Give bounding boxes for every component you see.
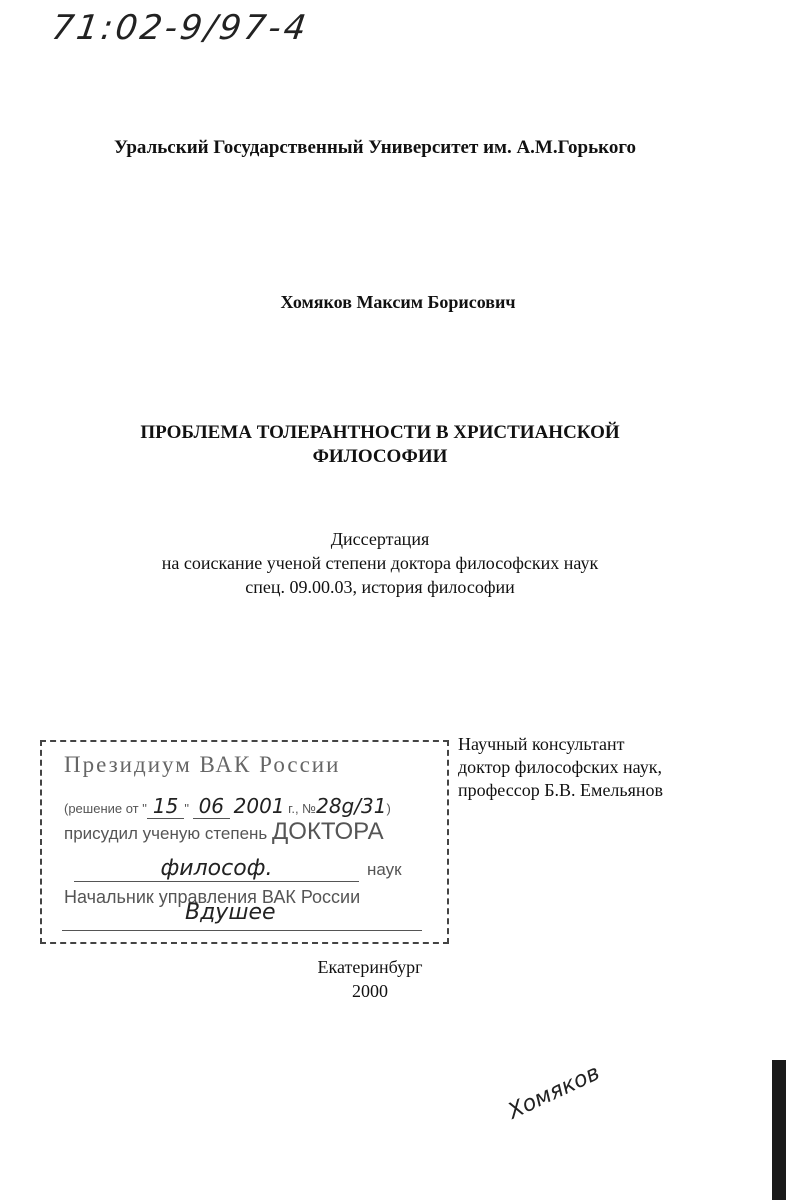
stamp-field bbox=[74, 856, 444, 882]
desc-line-3: спец. 09.00.03, история философии bbox=[245, 577, 515, 597]
head-signature: Вдушее bbox=[185, 900, 276, 925]
stamp-awarded bbox=[64, 818, 384, 846]
degree: ДОКТОРА bbox=[272, 818, 384, 845]
desc-line-1: Диссертация bbox=[330, 529, 430, 549]
consultant-line-2: доктор философских наук, bbox=[458, 757, 662, 777]
title-line-1: ПРОБЛЕМА ТОЛЕРАНТНОСТИ В ХРИСТИАНСКОЙ bbox=[140, 422, 620, 443]
city: Екатеринбург bbox=[317, 957, 423, 977]
stamp-title: Президиум ВАК России bbox=[64, 752, 341, 777]
field-handwritten: философ. bbox=[160, 856, 273, 881]
stamp-decision: (решение от " 15 " 06 2001 г., №28g/31) bbox=[64, 794, 391, 818]
decision-number: 28g/31 bbox=[316, 794, 387, 818]
awarded-prefix: присудил ученую степень bbox=[64, 824, 268, 843]
decision-prefix: (решение от bbox=[64, 801, 139, 816]
consultant-line-1: Научный консультант bbox=[458, 734, 625, 754]
decision-year: 2001 bbox=[233, 794, 285, 818]
university-name: Уральский Государственный Университет им. А.М.Горького bbox=[113, 137, 637, 158]
city-year bbox=[270, 955, 470, 1003]
dissertation-title bbox=[30, 421, 730, 469]
handwritten-catalog-number: 71:02-9/97-4 bbox=[49, 8, 312, 48]
dissertation-description bbox=[40, 527, 720, 599]
stamp-head: Начальник управления ВАК России bbox=[64, 887, 361, 907]
author-name: Хомяков Максим Борисович bbox=[280, 292, 516, 312]
year: 2000 bbox=[352, 981, 388, 1001]
decision-day: 15 bbox=[147, 794, 184, 819]
scan-edge-mark bbox=[772, 1060, 786, 1200]
desc-line-2: на соискание ученой степени доктора философских наук bbox=[161, 553, 599, 573]
field-suffix: наук bbox=[367, 860, 402, 879]
title-line-2: ФИЛОСОФИИ bbox=[312, 446, 448, 467]
stamp-signature-line bbox=[62, 930, 422, 931]
decision-month: 06 bbox=[193, 794, 230, 819]
decision-mid: г., № bbox=[288, 801, 317, 816]
scientific-consultant bbox=[458, 733, 663, 802]
margin-signature: Хомяков bbox=[504, 1060, 604, 1125]
consultant-line-3: профессор Б.В. Емельянов bbox=[458, 780, 664, 800]
